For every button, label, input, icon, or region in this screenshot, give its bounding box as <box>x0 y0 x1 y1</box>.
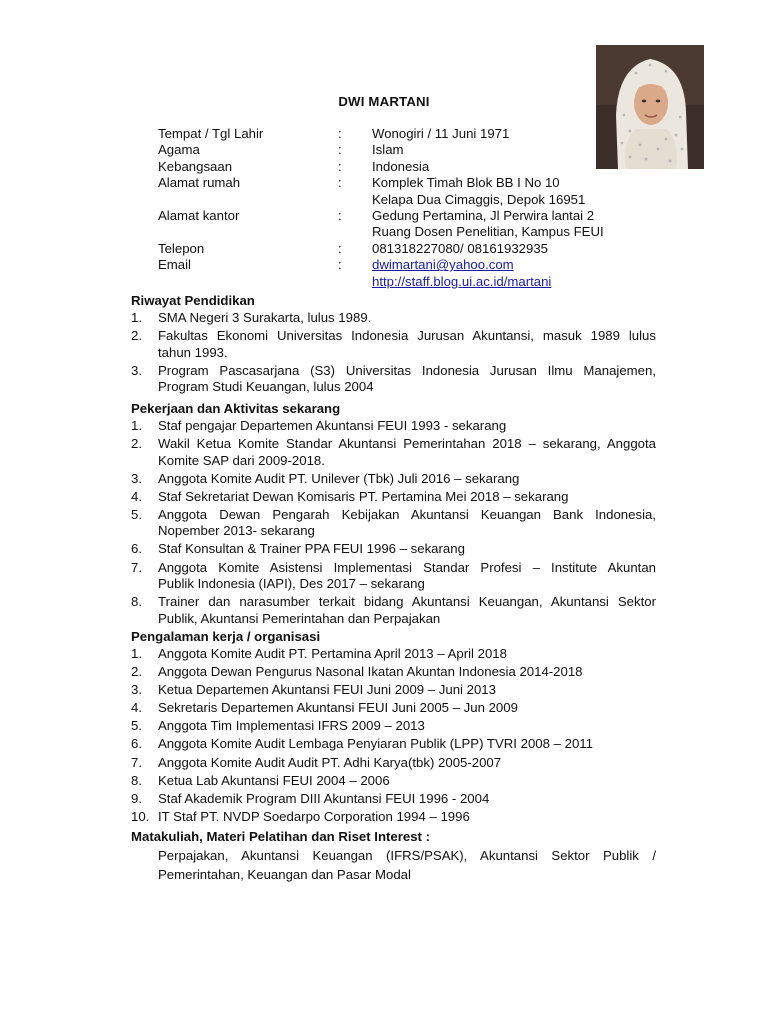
list-text-line: Nopember 2013- sekarang <box>158 523 315 539</box>
list-text <box>158 718 656 735</box>
list-text <box>158 328 656 361</box>
list-text-line: Anggota Tim Implementasi IFRS 2009 – 2013 <box>158 718 425 734</box>
info-label: Agama <box>158 142 200 158</box>
info-row <box>158 257 672 290</box>
list-text-line: tahun 1993. <box>158 344 228 360</box>
list-text <box>158 363 656 396</box>
list-text <box>158 418 656 435</box>
info-row <box>158 241 672 257</box>
list-text-line: IT Staf PT. NVDP Soedarpo Corporation 1994 – 1996 <box>158 808 470 824</box>
list-text-line: Publik, Akuntansi Pemerintahan dan Perpajakan <box>158 610 441 626</box>
list-item <box>131 755 656 772</box>
list-text-line: Komite SAP dari 2009-2018. <box>158 452 325 468</box>
list-text-line: Anggota Komite Asistensi Implementasi Standar Profesi – Institute Akuntan <box>158 559 656 575</box>
info-value <box>372 175 672 208</box>
info-value-line: Komplek Timah Blok BB I No 10 <box>372 175 560 191</box>
list-number: 1. <box>131 646 142 661</box>
list-number: 6. <box>131 736 142 752</box>
info-label: Alamat kantor <box>158 208 240 224</box>
list-text-line: Ketua Departemen Akuntansi FEUI Juni 2009 – Juni 2013 <box>158 682 496 698</box>
list-text <box>158 700 656 717</box>
info-colon: : <box>338 126 342 141</box>
interests-line: Pemerintahan, Keuangan dan Pasar Modal <box>158 867 411 882</box>
personal-info <box>158 126 672 290</box>
info-value-line: 081318227080/ 08161932935 <box>372 240 549 256</box>
list-item <box>131 682 656 699</box>
list-item <box>131 489 656 506</box>
info-colon: : <box>338 240 342 256</box>
list-item <box>131 507 656 540</box>
email-link[interactable]: dwimartani@yahoo.com <box>372 257 514 273</box>
list-number: 5. <box>131 506 142 522</box>
list-item <box>131 809 656 826</box>
info-row <box>158 126 672 142</box>
list-text <box>158 471 656 488</box>
list-number: 4. <box>131 488 142 504</box>
list-text-line: Anggota Komite Audit Audit PT. Adhi Karya(tbk) 2005-2007 <box>158 754 502 770</box>
list-number: 3. <box>131 682 142 698</box>
list-text-line: Program Pascasarjana (S3) Universitas Indonesia Jurusan Ilmu Manajemen, <box>158 362 656 378</box>
list-text <box>158 809 656 826</box>
list-number: 2. <box>131 328 142 344</box>
info-colon: : <box>338 208 342 224</box>
list-number: 7. <box>131 559 142 575</box>
list-text-line: Sekretaris Departemen Akuntansi FEUI Juni 2005 – Jun 2009 <box>158 700 518 716</box>
experience-title: Pengalaman kerja / organisasi <box>131 629 321 644</box>
current-work-section <box>131 400 656 629</box>
list-text <box>158 773 656 790</box>
list-text-line: Publik Indonesia (IAPI), Des 2017 – sekarang <box>158 576 425 592</box>
experience-section <box>131 628 656 827</box>
info-row <box>158 159 672 175</box>
list-text <box>158 507 656 540</box>
info-value <box>372 159 672 175</box>
info-row <box>158 208 672 241</box>
list-text <box>158 755 656 772</box>
list-text <box>158 489 656 506</box>
list-text-line: Staf Konsultan & Trainer PPA FEUI 1996 – sekarang <box>158 541 465 557</box>
list-text-line: Staf Akademik Program DIII Akuntansi FEUI 1996 - 2004 <box>158 790 490 806</box>
list-item <box>131 328 656 361</box>
info-value <box>372 126 672 142</box>
list-text-line: Staf pengajar Departemen Akuntansi FEUI 1993 - sekarang <box>158 418 507 433</box>
website-link[interactable]: http://staff.blog.ui.ac.id/martani <box>372 273 552 289</box>
person-name: DWI MARTANI <box>338 94 430 109</box>
list-text-line: Anggota Dewan Pengurus Nasonal Ikatan Akuntan Indonesia 2014-2018 <box>158 664 583 680</box>
list-number: 10. <box>131 808 150 824</box>
info-colon: : <box>338 142 342 158</box>
info-label: Kebangsaan <box>158 158 233 174</box>
info-value <box>372 241 672 257</box>
education-section <box>131 292 656 397</box>
list-item <box>131 541 656 558</box>
info-value <box>372 142 672 158</box>
list-number: 1. <box>131 310 142 325</box>
list-text-line: SMA Negeri 3 Surakarta, lulus 1989. <box>158 310 372 325</box>
list-text <box>158 560 656 593</box>
list-item <box>131 436 656 469</box>
info-value-line: Ruang Dosen Penelitian, Kampus FEUI <box>372 224 604 240</box>
info-value <box>372 257 672 290</box>
list-text-line: Wakil Ketua Komite Standar Akuntansi Pemerintahan 2018 – sekarang, Anggota <box>158 436 656 452</box>
info-label: Alamat rumah <box>158 175 241 191</box>
info-value-line: Indonesia <box>372 158 430 174</box>
list-text <box>158 646 656 663</box>
list-number: 3. <box>131 362 142 378</box>
list-text <box>158 664 656 681</box>
list-item <box>131 594 656 627</box>
info-label: Email <box>158 257 191 273</box>
info-value-line: Wonogiri / 11 Juni 1971 <box>372 126 510 141</box>
list-item <box>131 560 656 593</box>
list-text-line: Staf Sekretariat Dewan Komisaris PT. Pertamina Mei 2018 – sekarang <box>158 488 569 504</box>
experience-list <box>131 646 656 825</box>
list-text <box>158 682 656 699</box>
list-number: 8. <box>131 772 142 788</box>
info-label: Telepon <box>158 240 205 256</box>
list-item <box>131 363 656 396</box>
list-text-line: Program Studi Keuangan, lulus 2004 <box>158 379 374 395</box>
info-value-line: Kelapa Dua Cimaggis, Depok 16951 <box>372 191 586 207</box>
info-colon: : <box>338 257 342 273</box>
list-text <box>158 736 656 753</box>
info-value-line: Gedung Pertamina, Jl Perwira lantai 2 <box>372 208 595 224</box>
list-item <box>131 791 656 808</box>
list-text <box>158 310 656 327</box>
info-row <box>158 175 672 208</box>
list-number: 3. <box>131 470 142 486</box>
list-number: 2. <box>131 436 142 452</box>
list-text-line: Anggota Komite Audit PT. Pertamina April 2013 – April 2018 <box>158 646 507 661</box>
list-item <box>131 736 656 753</box>
info-colon: : <box>338 175 342 191</box>
current-work-title: Pekerjaan dan Aktivitas sekarang <box>131 401 341 416</box>
interests-line: Perpajakan, Akuntansi Keuangan (IFRS/PSAK), Akuntansi Sektor Publik / <box>158 848 656 863</box>
list-item <box>131 700 656 717</box>
list-item <box>131 646 656 663</box>
list-item <box>131 310 656 327</box>
list-text-line: Fakultas Ekonomi Universitas Indonesia Jurusan Akuntansi, masuk 1989 lulus <box>158 328 656 344</box>
list-item <box>131 664 656 681</box>
list-number: 1. <box>131 418 142 433</box>
interests-title: Matakuliah, Materi Pelatihan dan Riset Interest : <box>131 829 430 844</box>
list-number: 5. <box>131 718 142 734</box>
info-row <box>158 142 672 158</box>
list-text <box>158 541 656 558</box>
list-number: 7. <box>131 754 142 770</box>
list-text-line: Anggota Komite Audit PT. Unilever (Tbk) Juli 2016 – sekarang <box>158 470 520 486</box>
list-number: 8. <box>131 594 142 610</box>
list-text-line: Anggota Komite Audit Lembaga Penyiaran Publik (LPP) TVRI 2008 – 2011 <box>158 736 593 752</box>
education-list <box>131 310 656 396</box>
list-item <box>131 718 656 735</box>
list-text-line: Trainer dan narasumber terkait bidang Akuntansi Keuangan, Akuntansi Sektor <box>158 594 656 610</box>
list-number: 6. <box>131 541 142 557</box>
list-number: 9. <box>131 790 142 806</box>
list-text <box>158 594 656 627</box>
list-number: 4. <box>131 700 142 716</box>
list-text <box>158 436 656 469</box>
current-work-list <box>131 418 656 627</box>
education-title: Riwayat Pendidikan <box>131 293 255 308</box>
info-value <box>372 208 672 241</box>
info-value-line: Islam <box>372 142 404 158</box>
list-item <box>131 418 656 435</box>
list-text <box>158 791 656 808</box>
list-item <box>131 773 656 790</box>
list-text-line: Anggota Dewan Pengarah Kebijakan Akuntansi Keuangan Bank Indonesia, <box>158 506 656 522</box>
interests-paragraph <box>131 846 656 884</box>
info-label: Tempat / Tgl Lahir <box>158 126 264 141</box>
list-item <box>131 471 656 488</box>
info-colon: : <box>338 158 342 174</box>
list-number: 2. <box>131 664 142 680</box>
interests-section <box>131 828 656 884</box>
list-text-line: Ketua Lab Akuntansi FEUI 2004 – 2006 <box>158 772 390 788</box>
